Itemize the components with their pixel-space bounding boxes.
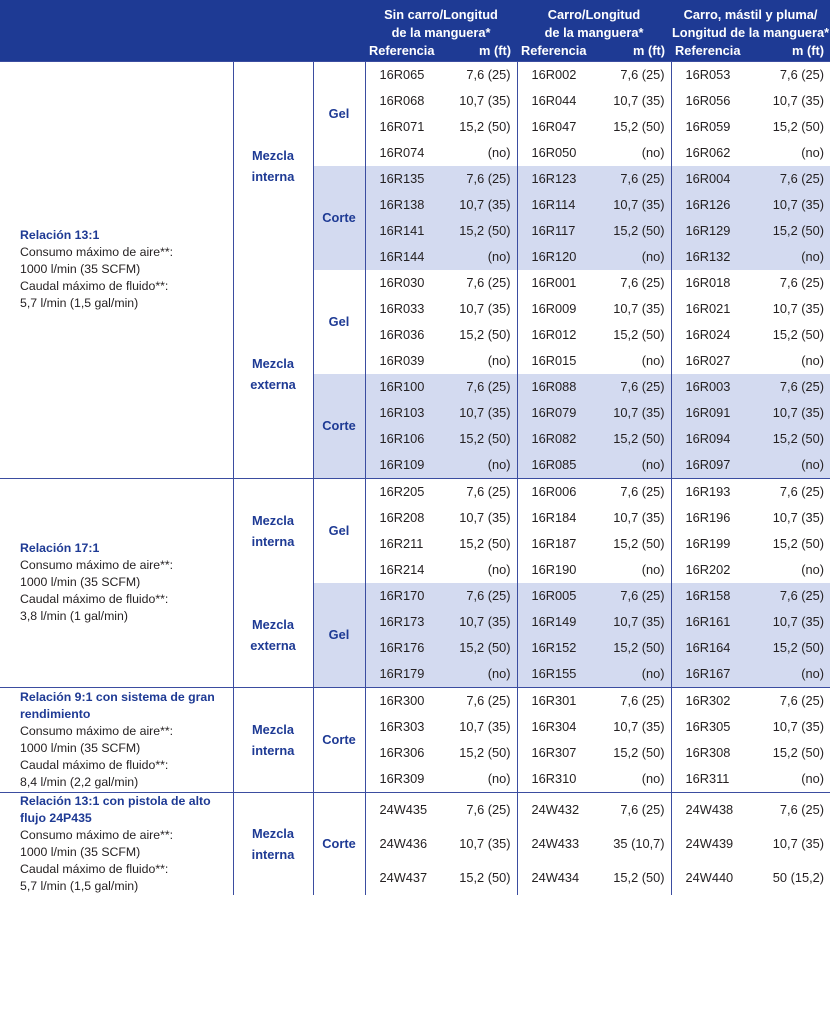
hose-length: 7,6 (25)	[433, 166, 517, 192]
table-row	[0, 478, 830, 505]
part-reference: 16R100	[365, 374, 433, 400]
part-reference: 16R129	[671, 218, 741, 244]
part-reference: 16R144	[365, 244, 433, 270]
header-length: m (ft)	[433, 42, 517, 61]
part-reference: 16R307	[517, 740, 587, 766]
hose-length: 15,2 (50)	[433, 426, 517, 452]
hose-length: 15,2 (50)	[772, 119, 825, 134]
part-reference: 16R002	[517, 61, 587, 88]
part-reference: 16R094	[671, 426, 741, 452]
table-body	[0, 61, 830, 895]
header-group-line2: Longitud de la manguera*	[671, 25, 830, 40]
part-reference: 16R097	[671, 452, 741, 479]
part-reference: 16R012	[517, 322, 587, 348]
part-reference: 16R123	[517, 166, 587, 192]
hose-length: 15,2 (50)	[772, 327, 825, 342]
part-reference: 16R065	[365, 61, 433, 88]
hose-length: 10,7 (35)	[741, 609, 830, 635]
part-reference: 16R300	[365, 687, 433, 714]
header-length: m (ft)	[741, 42, 830, 61]
part-reference: 16R310	[517, 766, 587, 793]
hose-length: 7,6 (25)	[433, 583, 517, 609]
hose-length: 15,2 (50)	[459, 745, 511, 760]
part-reference: 16R152	[517, 635, 587, 661]
part-reference: 16R193	[671, 478, 741, 505]
hose-length: (no)	[641, 771, 665, 786]
air-label: Consumo máximo de aire**:	[20, 723, 174, 738]
hose-length: 15,2 (50)	[459, 870, 511, 886]
part-reference: 16R176	[365, 635, 433, 661]
hose-length: 10,7 (35)	[459, 836, 511, 852]
hose-length: 15,2 (50)	[613, 327, 665, 342]
hose-length: 15,2 (50)	[433, 218, 517, 244]
hose-length: (no)	[433, 452, 517, 479]
hose-length: 15,2 (50)	[772, 536, 825, 551]
part-reference: 16R018	[671, 270, 741, 296]
hose-length: (no)	[801, 353, 825, 368]
part-reference: 24W440	[671, 861, 741, 895]
table-row	[0, 61, 830, 88]
header-group-line1: Carro/Longitud	[547, 7, 641, 22]
table-row	[0, 792, 830, 827]
hose-length: 10,7 (35)	[459, 301, 511, 316]
part-reference: 16R088	[517, 374, 587, 400]
hose-length: 10,7 (35)	[587, 400, 671, 426]
part-reference: 16R024	[671, 322, 741, 348]
hose-length: 10,7 (35)	[772, 836, 825, 852]
hose-length: (no)	[741, 452, 830, 479]
hose-length: 10,7 (35)	[613, 510, 665, 525]
part-reference: 16R149	[517, 609, 587, 635]
table-row	[0, 687, 830, 714]
hose-length: (no)	[487, 562, 511, 577]
hose-length: (no)	[741, 661, 830, 688]
hose-length: 15,2 (50)	[587, 426, 671, 452]
air-label: Consumo máximo de aire**:	[20, 827, 174, 842]
part-reference: 16R074	[365, 140, 433, 166]
hose-length: (no)	[641, 353, 665, 368]
hose-length: 15,2 (50)	[459, 119, 511, 134]
hose-length: 7,6 (25)	[741, 792, 830, 827]
flow-label: Caudal máximo de fluido**:	[20, 757, 169, 772]
part-reference: 16R308	[671, 740, 741, 766]
hose-length: 15,2 (50)	[741, 426, 830, 452]
ratio-description	[0, 687, 233, 792]
part-reference: 16R082	[517, 426, 587, 452]
header-blank	[0, 0, 365, 61]
part-reference: 16R179	[365, 661, 433, 688]
part-reference: 16R003	[671, 374, 741, 400]
hose-length: 15,2 (50)	[613, 119, 665, 134]
hose-length: (no)	[641, 562, 665, 577]
part-reference: 16R202	[671, 557, 741, 583]
header-reference: Referencia	[671, 42, 741, 61]
part-reference: 16R120	[517, 244, 587, 270]
part-reference: 16R158	[671, 583, 741, 609]
hose-length: 15,2 (50)	[433, 635, 517, 661]
part-reference: 16R173	[365, 609, 433, 635]
air-label: Consumo máximo de aire**:	[20, 245, 174, 259]
part-reference: 16R062	[671, 140, 741, 166]
hose-length: 15,2 (50)	[613, 536, 665, 551]
flow-label: Caudal máximo de fluido**:	[20, 279, 169, 293]
flow-label: Caudal máximo de fluido**:	[20, 592, 169, 606]
hose-length: 10,7 (35)	[613, 719, 665, 734]
hose-length: 10,7 (35)	[587, 609, 671, 635]
ratio-title: Relación 13:1	[20, 228, 100, 242]
hose-length: (no)	[587, 661, 671, 688]
part-reference: 24W434	[517, 861, 587, 895]
part-reference: 16R030	[365, 270, 433, 296]
part-reference: 16R126	[671, 192, 741, 218]
mix-type: Mezcla interna	[233, 687, 313, 792]
header-group-cart	[517, 0, 671, 42]
hose-length: (no)	[487, 771, 511, 786]
part-reference: 16R208	[365, 505, 433, 531]
part-reference: 16R001	[517, 270, 587, 296]
spray-type: Gel	[313, 583, 365, 688]
part-reference: 16R306	[365, 740, 433, 766]
part-reference: 16R036	[365, 322, 433, 348]
header-reference: Referencia	[365, 42, 433, 61]
hose-length: (no)	[801, 145, 825, 160]
hose-length: 10,7 (35)	[613, 301, 665, 316]
air-value: 1000 l/min (35 SCFM)	[20, 844, 141, 859]
hose-length: 7,6 (25)	[741, 374, 830, 400]
hose-length: 7,6 (25)	[587, 166, 671, 192]
hose-length: (no)	[433, 661, 517, 688]
header-group-no-cart	[365, 0, 517, 42]
part-reference: 16R006	[517, 478, 587, 505]
mix-type: Mezcla externa	[233, 583, 313, 688]
mix-type: Mezcla interna	[233, 792, 313, 895]
hose-length: (no)	[487, 145, 511, 160]
hose-length: 10,7 (35)	[459, 719, 511, 734]
hose-length: (no)	[741, 244, 830, 270]
hose-length: 35 (10,7)	[613, 836, 665, 852]
part-reference: 16R135	[365, 166, 433, 192]
part-reference: 16R170	[365, 583, 433, 609]
part-reference: 16R184	[517, 505, 587, 531]
spray-type: Gel	[313, 478, 365, 583]
part-reference: 16R033	[365, 296, 433, 322]
hose-length: 7,6 (25)	[779, 275, 825, 290]
part-reference: 16R015	[517, 348, 587, 374]
part-reference: 16R004	[671, 166, 741, 192]
air-value: 1000 l/min (35 SCFM)	[20, 740, 141, 755]
hose-length: 15,2 (50)	[613, 870, 665, 886]
hose-length: 10,7 (35)	[741, 192, 830, 218]
part-reference: 16R155	[517, 661, 587, 688]
part-reference: 24W432	[517, 792, 587, 827]
part-reference: 16R214	[365, 557, 433, 583]
hose-length: 15,2 (50)	[587, 635, 671, 661]
ratio-title: Relación 13:1 con pistola de alto flujo 24P435	[20, 793, 211, 825]
hose-length: 7,6 (25)	[433, 478, 517, 505]
spray-type: Corte	[313, 166, 365, 270]
part-reference: 16R301	[517, 687, 587, 714]
spray-type: Corte	[313, 374, 365, 479]
part-reference: 16R079	[517, 400, 587, 426]
part-reference: 16R167	[671, 661, 741, 688]
part-reference: 16R091	[671, 400, 741, 426]
table-header	[0, 0, 830, 61]
spray-type: Corte	[313, 792, 365, 895]
part-reference: 16R205	[365, 478, 433, 505]
part-reference: 16R044	[517, 88, 587, 114]
part-reference: 16R190	[517, 557, 587, 583]
part-reference: 24W439	[671, 827, 741, 861]
hose-length: (no)	[801, 771, 825, 786]
hose-length: 7,6 (25)	[466, 275, 511, 290]
part-reference: 16R114	[517, 192, 587, 218]
spray-type: Corte	[313, 687, 365, 792]
hose-length: 15,2 (50)	[772, 745, 825, 760]
hose-length: 7,6 (25)	[433, 61, 517, 88]
hose-length: 7,6 (25)	[587, 374, 671, 400]
hose-length: 15,2 (50)	[459, 536, 511, 551]
hose-length: 7,6 (25)	[741, 583, 830, 609]
hose-length: 10,7 (35)	[772, 719, 825, 734]
hose-length: 15,2 (50)	[741, 218, 830, 244]
hose-length: 10,7 (35)	[741, 400, 830, 426]
ratio-description	[0, 61, 233, 478]
header-group-line1: Sin carro/Longitud	[384, 7, 498, 22]
air-value: 1000 l/min (35 SCFM)	[20, 262, 141, 276]
part-reference: 16R187	[517, 531, 587, 557]
hose-length: (no)	[587, 244, 671, 270]
hose-length: 7,6 (25)	[587, 583, 671, 609]
hose-length: 10,7 (35)	[433, 609, 517, 635]
part-reference: 16R021	[671, 296, 741, 322]
part-reference: 16R009	[517, 296, 587, 322]
header-group-cart-mast-boom	[671, 0, 830, 42]
hose-length: 10,7 (35)	[772, 510, 825, 525]
hose-length: 50 (15,2)	[772, 870, 825, 886]
spray-type: Gel	[313, 61, 365, 166]
part-reference: 24W433	[517, 827, 587, 861]
part-reference: 16R164	[671, 635, 741, 661]
air-label: Consumo máximo de aire**:	[20, 558, 174, 572]
hose-length: 7,6 (25)	[587, 61, 671, 88]
part-reference: 16R056	[671, 88, 741, 114]
part-reference: 16R068	[365, 88, 433, 114]
hose-length: 7,6 (25)	[433, 374, 517, 400]
part-reference: 16R161	[671, 609, 741, 635]
part-reference: 16R071	[365, 114, 433, 140]
hose-length: 15,2 (50)	[459, 327, 511, 342]
spray-type: Gel	[313, 270, 365, 374]
hose-length: 10,7 (35)	[772, 93, 825, 108]
hose-length: (no)	[641, 145, 665, 160]
flow-label: Caudal máximo de fluido**:	[20, 861, 169, 876]
part-reference: 16R196	[671, 505, 741, 531]
part-reference: 24W436	[365, 827, 433, 861]
part-reference: 16R085	[517, 452, 587, 479]
mix-type: Mezcla interna	[233, 478, 313, 583]
ratio-title: Relación 9:1 con sistema de gran rendimiento	[20, 689, 215, 721]
air-value: 1000 l/min (35 SCFM)	[20, 575, 141, 589]
hose-length: 7,6 (25)	[741, 687, 830, 714]
hose-length: 15,2 (50)	[741, 635, 830, 661]
part-reference: 24W435	[365, 792, 433, 827]
part-reference: 16R199	[671, 531, 741, 557]
part-reference: 16R211	[365, 531, 433, 557]
part-reference: 16R039	[365, 348, 433, 374]
part-reference: 16R103	[365, 400, 433, 426]
part-reference: 16R303	[365, 714, 433, 740]
hose-length: 10,7 (35)	[613, 93, 665, 108]
hose-length: 7,6 (25)	[620, 275, 665, 290]
hose-length: 7,6 (25)	[433, 687, 517, 714]
header-group-line2: de la manguera*	[544, 25, 644, 40]
part-reference: 24W438	[671, 792, 741, 827]
part-reference: 16R117	[517, 218, 587, 244]
header-group-line1: Carro, mástil y pluma/	[683, 7, 818, 22]
hose-length: (no)	[587, 452, 671, 479]
ratio-title: Relación 17:1	[20, 541, 100, 555]
ratio-description	[0, 478, 233, 687]
part-reference: 16R059	[671, 114, 741, 140]
hose-length: 7,6 (25)	[741, 166, 830, 192]
part-reference: 16R309	[365, 766, 433, 793]
hose-length: 10,7 (35)	[772, 301, 825, 316]
mix-type: Mezcla externa	[233, 270, 313, 479]
header-group-line2: de la manguera*	[391, 25, 491, 40]
hose-length: 10,7 (35)	[587, 192, 671, 218]
hose-length: 7,6 (25)	[587, 792, 671, 827]
hose-length: 10,7 (35)	[459, 93, 511, 108]
part-reference: 16R302	[671, 687, 741, 714]
part-reference: 16R005	[517, 583, 587, 609]
hose-length: 10,7 (35)	[433, 400, 517, 426]
hose-length: 7,6 (25)	[741, 61, 830, 88]
header-reference: Referencia	[517, 42, 587, 61]
part-reference: 16R106	[365, 426, 433, 452]
part-reference: 16R138	[365, 192, 433, 218]
hose-length: 10,7 (35)	[459, 510, 511, 525]
hose-length: (no)	[433, 244, 517, 270]
part-reference: 16R305	[671, 714, 741, 740]
flow-value: 5,7 l/min (1,5 gal/min)	[20, 878, 139, 893]
hose-length: (no)	[487, 353, 511, 368]
part-reference: 16R304	[517, 714, 587, 740]
hose-length: 7,6 (25)	[741, 478, 830, 505]
flow-value: 5,7 l/min (1,5 gal/min)	[20, 296, 139, 310]
part-reference: 24W437	[365, 861, 433, 895]
part-reference: 16R050	[517, 140, 587, 166]
hose-length: 10,7 (35)	[433, 192, 517, 218]
hose-length: (no)	[801, 562, 825, 577]
hose-length: 15,2 (50)	[613, 745, 665, 760]
flow-value: 3,8 l/min (1 gal/min)	[20, 609, 128, 623]
part-reference: 16R053	[671, 61, 741, 88]
header-length: m (ft)	[587, 42, 671, 61]
hose-length: 7,6 (25)	[587, 687, 671, 714]
part-reference: 16R027	[671, 348, 741, 374]
hose-length: 7,6 (25)	[433, 792, 517, 827]
ratio-description	[0, 792, 233, 895]
hose-length: 15,2 (50)	[587, 218, 671, 244]
part-reference: 16R311	[671, 766, 741, 793]
mix-type: Mezcla interna	[233, 61, 313, 270]
flow-value: 8,4 l/min (2,2 gal/min)	[20, 774, 139, 789]
part-reference: 16R141	[365, 218, 433, 244]
hose-length: 7,6 (25)	[587, 478, 671, 505]
part-reference: 16R047	[517, 114, 587, 140]
part-reference: 16R109	[365, 452, 433, 479]
part-reference: 16R132	[671, 244, 741, 270]
